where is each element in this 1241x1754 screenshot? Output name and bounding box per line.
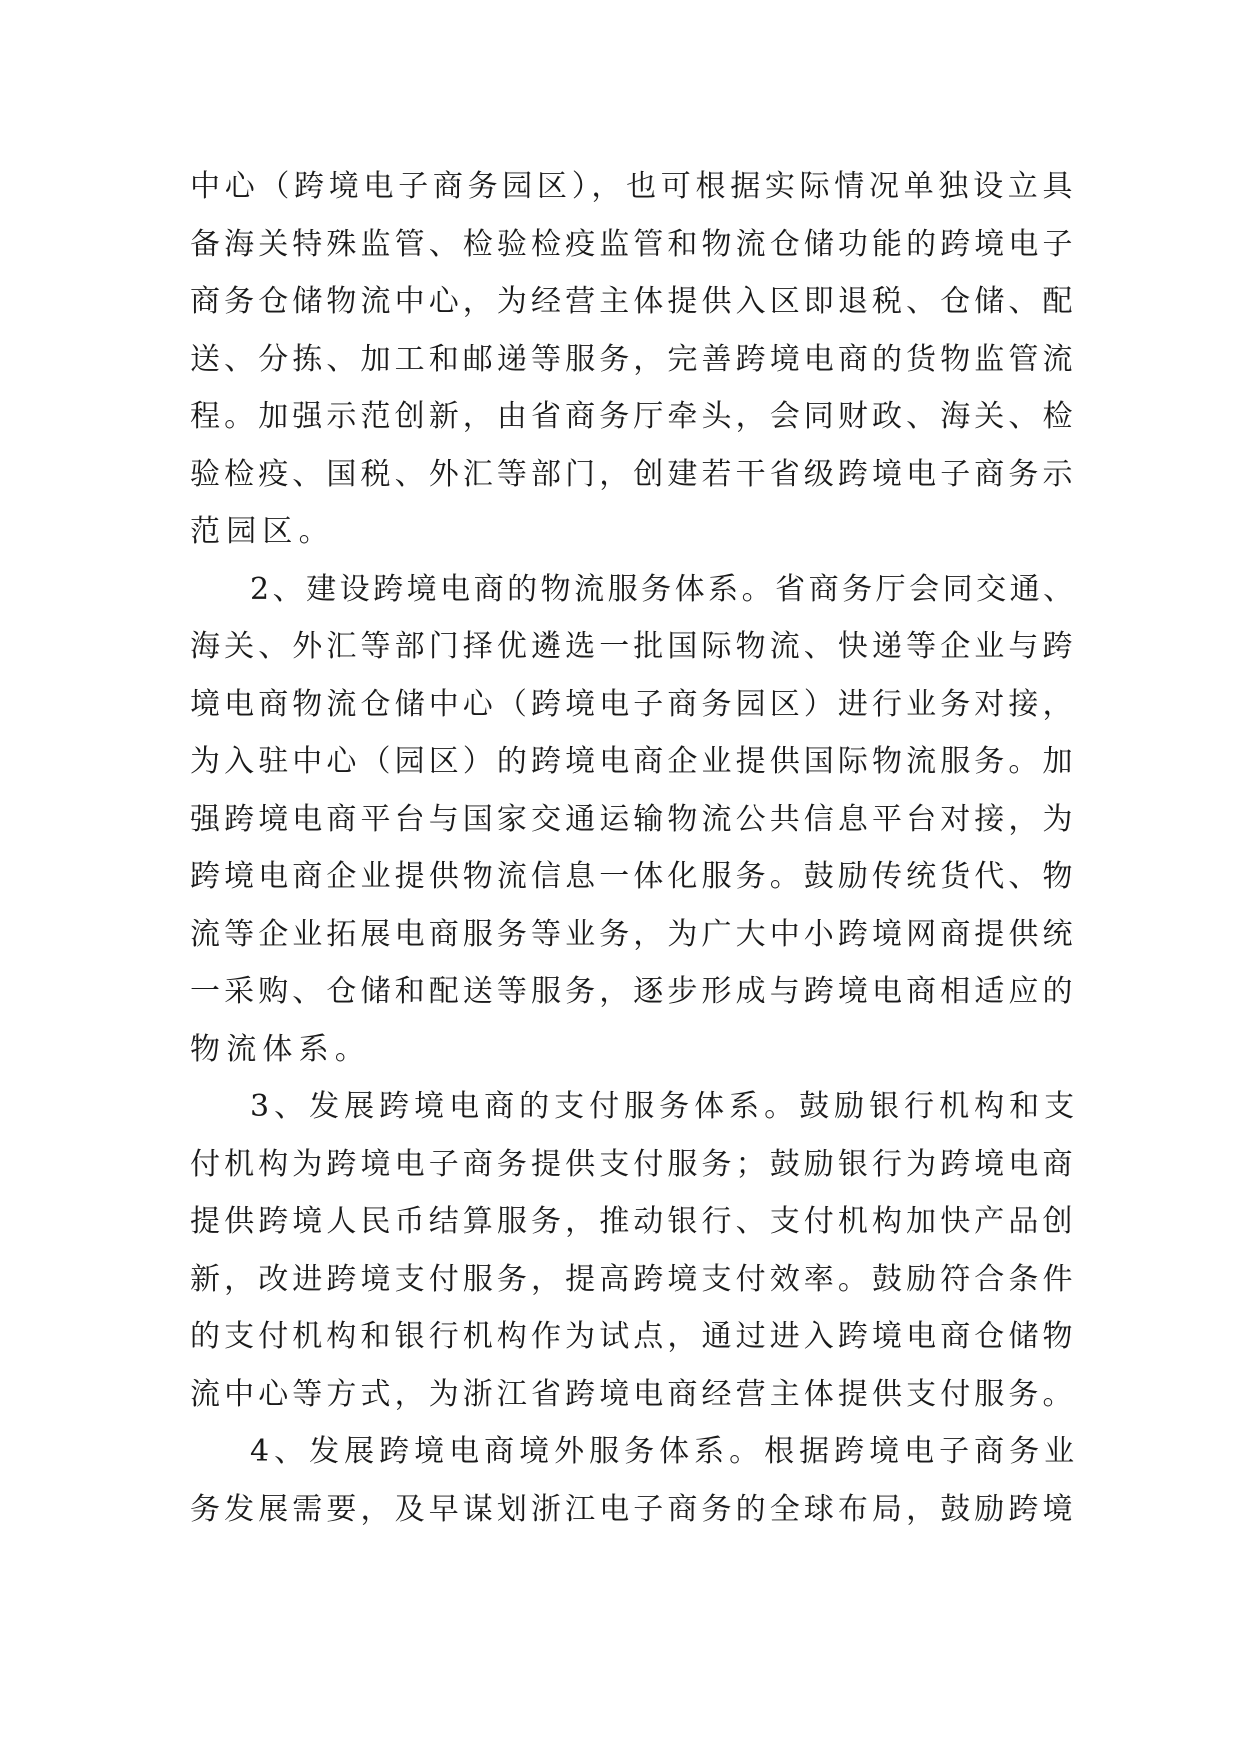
paragraph-1 <box>190 158 1080 561</box>
text-line: 流中心等方式，为浙江省跨境电商经营主体提供支付服务。 <box>190 1376 1077 1412</box>
paragraph-4 <box>190 1423 1080 1538</box>
text-line: 境电商物流仓储中心（跨境电子商务园区）进行业务对接， <box>190 686 1077 722</box>
text-line: 中心（跨境电子商务园区），也可根据实际情况单独设立具 <box>190 169 1078 204</box>
text-line: 强跨境电商平台与国家交通运输物流公共信息平台对接，为 <box>190 801 1077 837</box>
text-line: 提供跨境人民币结算服务，推动银行、支付机构加快产品创 <box>190 1204 1077 1239</box>
text-line: 跨境电商企业提供物流信息一体化服务。鼓励传统货代、物 <box>190 859 1077 894</box>
text-line: 送、分拣、加工和邮递等服务，完善跨境电商的货物监管流 <box>190 341 1077 377</box>
text-line: 海关、外汇等部门择优遴选一批国际物流、快递等企业与跨 <box>190 629 1077 664</box>
text-line: 2、建设跨境电商的物流服务体系。省商务厅会同交通、 <box>250 571 1077 607</box>
text-line: 为入驻中心（园区）的跨境电商企业提供国际物流服务。加 <box>190 744 1077 779</box>
text-line: 验检疫、国税、外汇等部门，创建若干省级跨境电子商务示 <box>190 456 1077 492</box>
paragraph-2 <box>190 561 1080 1079</box>
text-line: 程。加强示范创新，由省商务厅牵头，会同财政、海关、检 <box>190 399 1077 434</box>
text-line: 一采购、仓储和配送等服务，逐步形成与跨境电商相适应的 <box>190 974 1077 1009</box>
text-line: 流等企业拓展电商服务等业务，为广大中小跨境网商提供统 <box>190 916 1077 952</box>
text-line: 务发展需要，及早谋划浙江电子商务的全球布局，鼓励跨境 <box>190 1491 1077 1527</box>
text-line: 的支付机构和银行机构作为试点，通过进入跨境电商仓储物 <box>190 1319 1077 1354</box>
text-line: 3、发展跨境电商的支付服务体系。鼓励银行机构和支 <box>250 1089 1080 1124</box>
text-line: 4、发展跨境电商境外服务体系。根据跨境电子商务业 <box>250 1434 1080 1469</box>
text-line: 付机构为跨境电子商务提供支付服务；鼓励银行为跨境电商 <box>190 1146 1077 1182</box>
text-line: 范园区。 <box>190 514 335 549</box>
document-body <box>190 158 1080 1538</box>
text-line: 备海关特殊监管、检验检疫监管和物流仓储功能的跨境电子 <box>190 226 1077 262</box>
text-line: 商务仓储物流中心，为经营主体提供入区即退税、仓储、配 <box>190 284 1077 319</box>
text-line: 物流体系。 <box>190 1031 371 1067</box>
paragraph-3 <box>190 1078 1080 1423</box>
text-line: 新，改进跨境支付服务，提高跨境支付效率。鼓励符合条件 <box>190 1261 1077 1297</box>
